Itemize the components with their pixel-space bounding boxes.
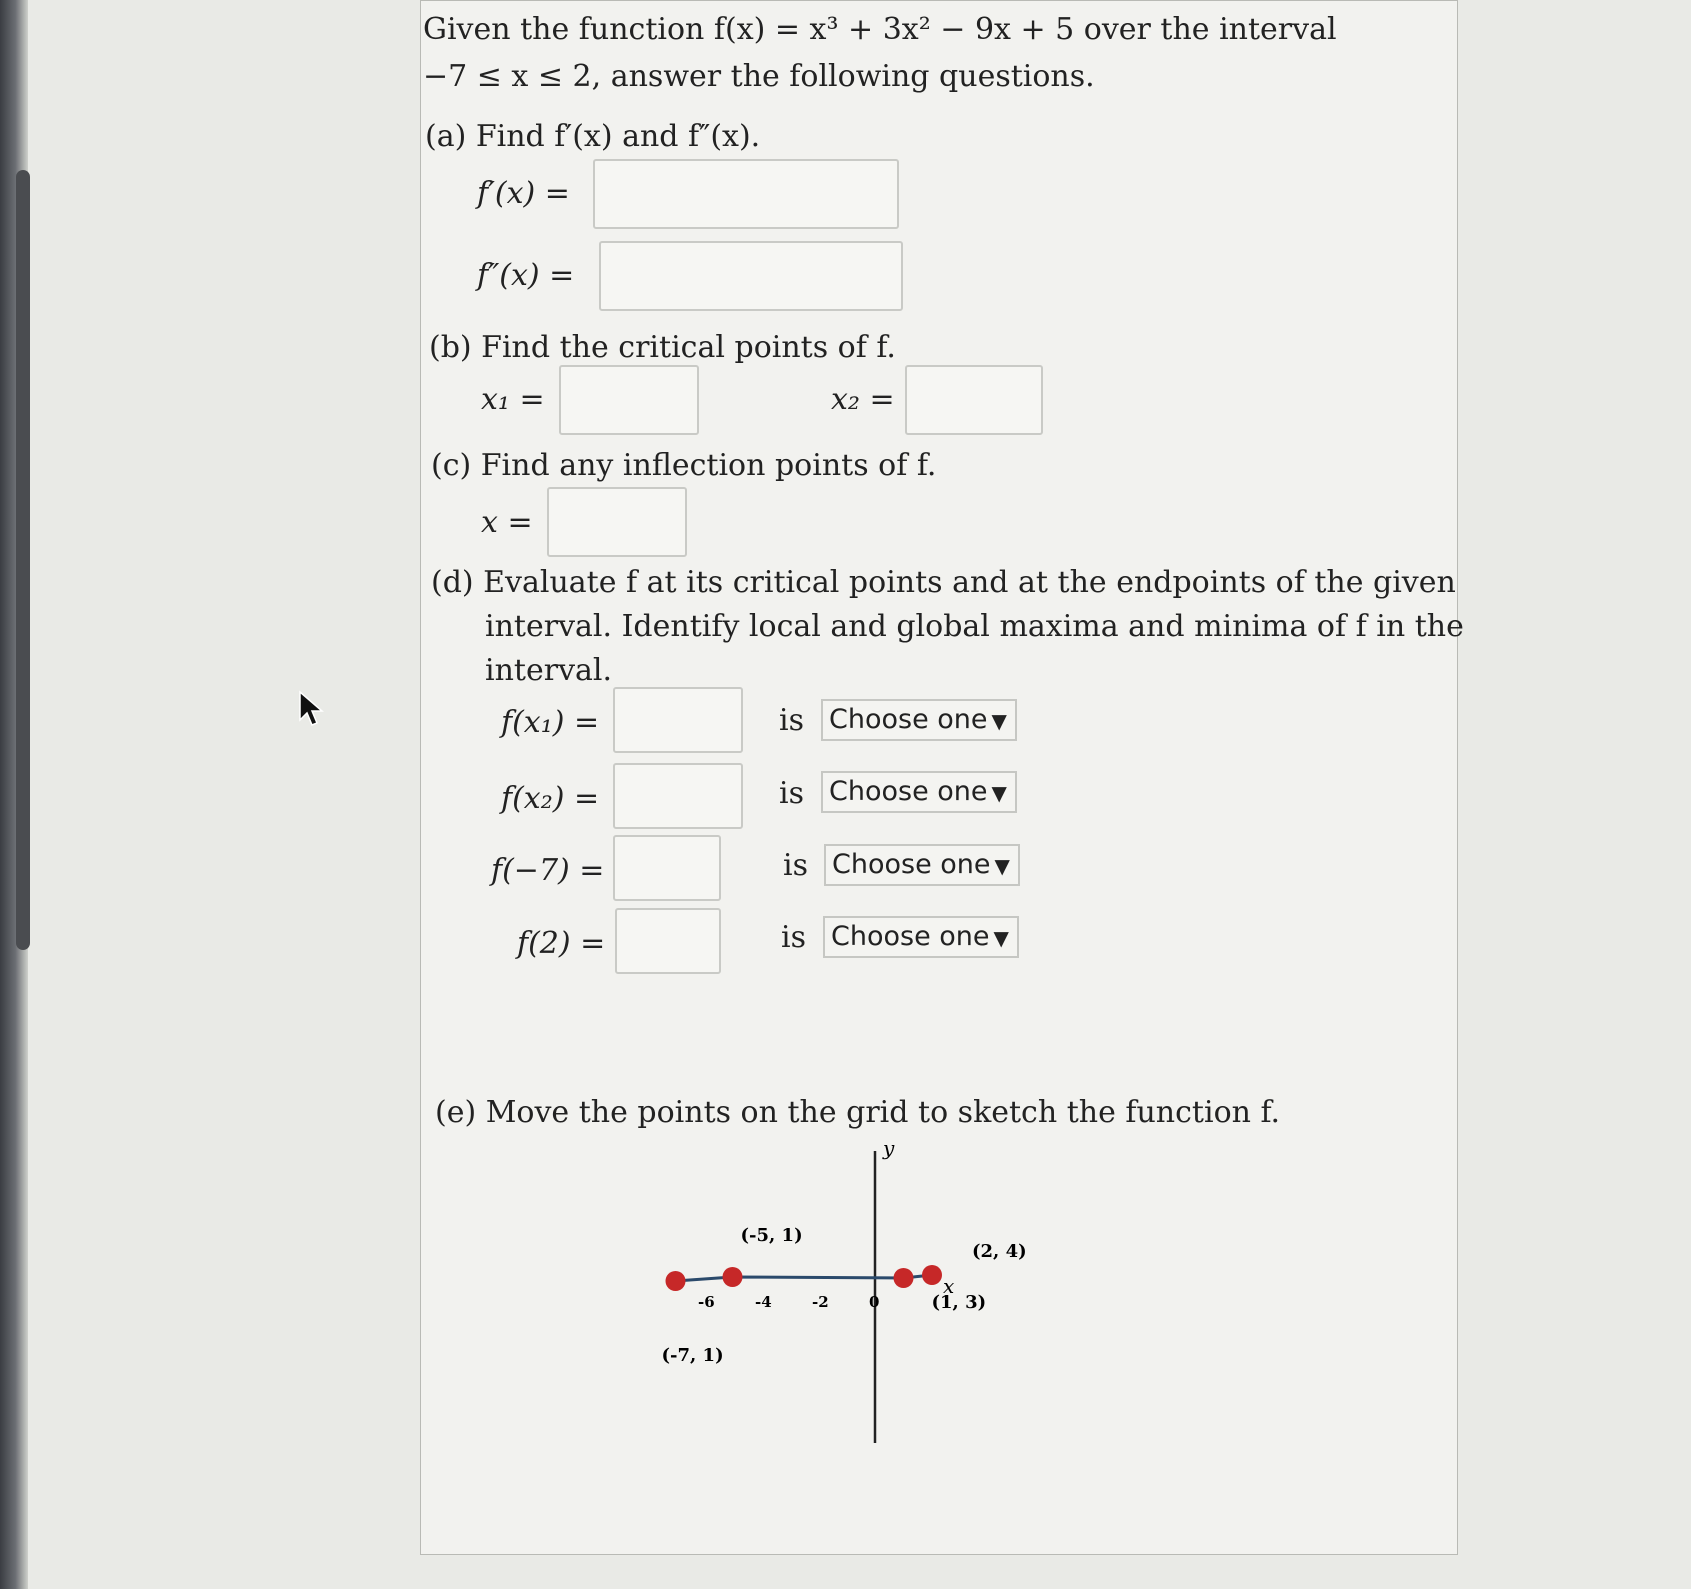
draggable-point[interactable] bbox=[894, 1268, 914, 1288]
f-x1-input[interactable] bbox=[613, 687, 743, 753]
f-minus7-input[interactable] bbox=[613, 835, 721, 901]
dropdown-arrow-icon: ▼ bbox=[991, 781, 1007, 805]
question-line-2: −7 ≤ x ≤ 2, answer the following questions. bbox=[423, 59, 1095, 94]
select-value: Choose one bbox=[829, 704, 988, 735]
fprime-label: f′(x) = bbox=[477, 176, 570, 211]
f-minus7-label: f(−7) = bbox=[491, 853, 605, 888]
x-tick-label: 0 bbox=[869, 1293, 880, 1311]
is-label: is bbox=[783, 848, 808, 883]
part-b-heading: (b) Find the critical points of f. bbox=[429, 330, 896, 365]
dropdown-arrow-icon: ▼ bbox=[993, 926, 1009, 950]
f-x2-label: f(x₂) = bbox=[501, 781, 600, 816]
part-d-heading-line-1: (d) Evaluate f at its critical points and at the endpoints of the given bbox=[431, 565, 1456, 600]
draggable-point[interactable] bbox=[723, 1267, 743, 1287]
x-tick-label: -4 bbox=[755, 1293, 772, 1311]
point-label: (-5, 1) bbox=[740, 1225, 803, 1246]
part-e-heading: (e) Move the points on the grid to sketch the function f. bbox=[435, 1095, 1281, 1130]
x1-label: x₁ = bbox=[481, 382, 545, 417]
sketch-graph[interactable] bbox=[601, 1131, 1027, 1461]
part-c-heading: (c) Find any inflection points of f. bbox=[431, 448, 937, 483]
point-label: (-7, 1) bbox=[661, 1345, 724, 1366]
inflection-x-label: x = bbox=[481, 505, 533, 540]
x-tick-label: -2 bbox=[812, 1293, 829, 1311]
is-label: is bbox=[781, 920, 806, 955]
f-2-classification-select[interactable] bbox=[823, 916, 1019, 958]
mouse-cursor-icon bbox=[298, 690, 328, 730]
y-axis-label: y bbox=[883, 1136, 895, 1160]
is-label: is bbox=[779, 703, 804, 738]
draggable-point[interactable] bbox=[922, 1265, 942, 1285]
scrollbar-thumb[interactable] bbox=[16, 170, 30, 950]
inflection-x-input[interactable] bbox=[547, 487, 687, 557]
x2-label: x₂ = bbox=[831, 382, 895, 417]
select-value: Choose one bbox=[829, 776, 988, 807]
f-x2-input[interactable] bbox=[613, 763, 743, 829]
f-minus7-classification-select[interactable] bbox=[824, 844, 1020, 886]
x-tick-label: -6 bbox=[698, 1293, 715, 1311]
question-line-1: Given the function f(x) = x³ + 3x² − 9x + 5 over the interval bbox=[423, 12, 1337, 47]
x-axis-label: x bbox=[943, 1274, 955, 1298]
f-x1-classification-select[interactable] bbox=[821, 699, 1017, 741]
point-label: (1, 3) bbox=[931, 1292, 987, 1313]
fdoubleprime-input[interactable] bbox=[599, 241, 903, 311]
dropdown-arrow-icon: ▼ bbox=[991, 709, 1007, 733]
part-a-heading: (a) Find f′(x) and f″(x). bbox=[425, 119, 761, 154]
question-panel bbox=[420, 0, 1464, 1555]
part-d-heading-line-2: interval. Identify local and global maxima and minima of f in the bbox=[485, 609, 1464, 644]
fprime-input[interactable] bbox=[593, 159, 899, 229]
fdoubleprime-label: f″(x) = bbox=[477, 258, 575, 293]
dropdown-arrow-icon: ▼ bbox=[994, 854, 1010, 878]
f-x2-classification-select[interactable] bbox=[821, 771, 1017, 813]
select-value: Choose one bbox=[831, 921, 990, 952]
select-value: Choose one bbox=[832, 849, 991, 880]
x2-input[interactable] bbox=[905, 365, 1043, 435]
f-x1-label: f(x₁) = bbox=[501, 705, 600, 740]
f-2-label: f(2) = bbox=[517, 926, 606, 961]
point-label: (2, 4) bbox=[972, 1241, 1027, 1262]
f-2-input[interactable] bbox=[615, 908, 721, 974]
x1-input[interactable] bbox=[559, 365, 699, 435]
draggable-point[interactable] bbox=[666, 1271, 686, 1291]
part-d-heading-line-3: interval. bbox=[485, 653, 613, 688]
is-label: is bbox=[779, 776, 804, 811]
